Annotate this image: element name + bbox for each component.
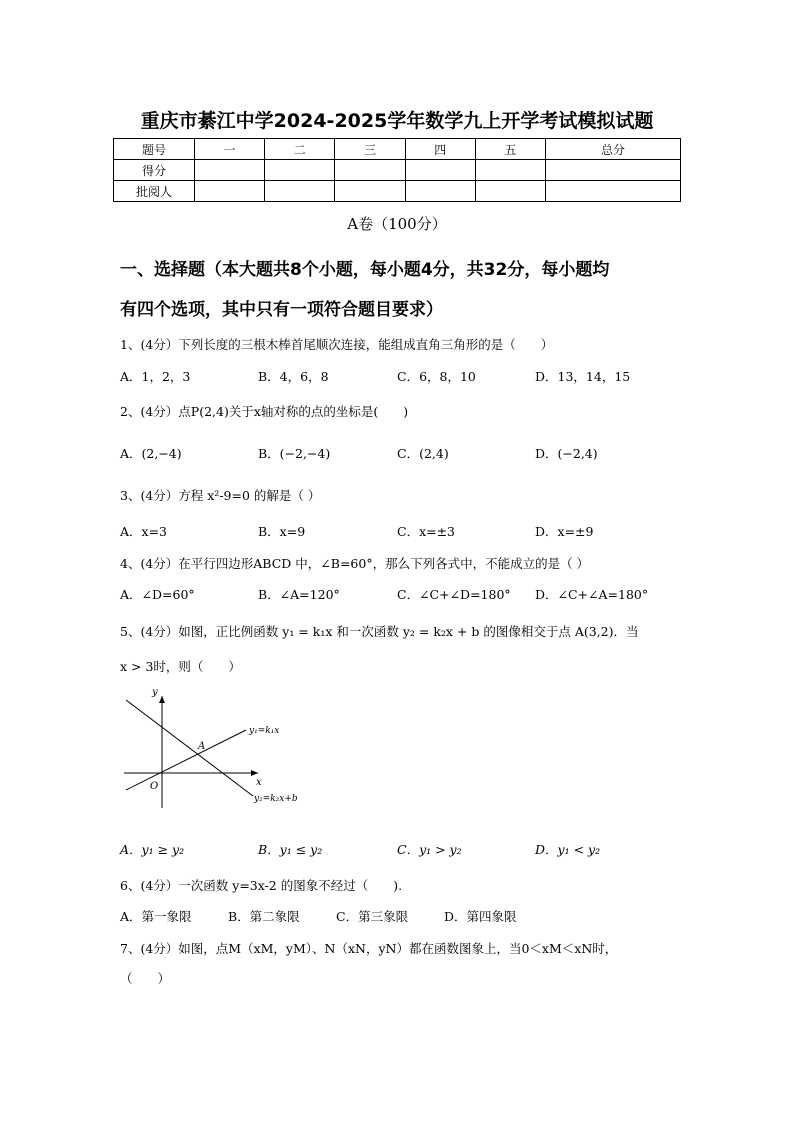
- line-y2-label: y₂=k₂x+b: [254, 794, 298, 804]
- option-c: C．(2,4): [397, 446, 449, 461]
- option-a: A．第一象限: [120, 909, 192, 924]
- row-label: 得分: [114, 160, 195, 181]
- point-a-label: A: [198, 741, 206, 752]
- question-6-stem: 6、(4分）一次函数 y=3x-2 的图象不经过（ ).: [120, 878, 403, 893]
- option-c: C．∠C+∠D=180°: [397, 587, 511, 602]
- question-4-stem: 4、(4分）在平行四边形ABCD 中，∠B=60°，那么下列各式中，不能成立的是（ ）: [120, 556, 590, 571]
- score-cell: [195, 160, 265, 181]
- exam-title: 重庆市綦江中学2024-2025学年数学九上开学考试模拟试题: [140, 110, 654, 132]
- origin-label: O: [150, 781, 159, 792]
- section-subtitle: A卷（100分）: [347, 215, 447, 233]
- question-7-stem: 7、(4分）如图，点M（xM，yM）、N（xN，yN）都在函数图象上，当0＜xM＜xN时，: [120, 941, 618, 956]
- option-d: D．(−2,4): [535, 446, 598, 461]
- option-a: A．x=3: [120, 524, 168, 539]
- question-1-stem: 1、(4分）下列长度的三根木棒首尾顺次连接，能组成直角三角形的是（ ）: [120, 337, 554, 352]
- option-c: C．x=±3: [397, 524, 456, 539]
- grader-cell: [405, 181, 475, 202]
- option-a: A．y₁ ≥ y₂: [120, 842, 185, 857]
- section-heading-line1: 一、选择题（本大题共8个小题，每小题4分，共32分，每小题均: [120, 260, 610, 280]
- question-2-stem: 2、(4分）点P(2,4)关于x轴对称的点的坐标是( ): [120, 404, 409, 419]
- line-y1-label: y₁=k₁x: [249, 726, 280, 736]
- x-axis-arrow-icon: [251, 770, 258, 776]
- grader-cell: [335, 181, 405, 202]
- question-7-stem-line2: （ ）: [120, 971, 171, 986]
- option-b: B．第二象限: [228, 909, 300, 924]
- grader-row: [114, 181, 681, 202]
- header-cell: 二: [265, 139, 335, 160]
- x-axis-label: x: [256, 777, 262, 788]
- line-y2: [126, 700, 253, 796]
- question-3-stem: 3、(4分）方程 x²-9=0 的解是（ ）: [120, 488, 321, 503]
- score-table: [113, 138, 681, 202]
- option-d: D．13，14，15: [535, 369, 631, 384]
- option-a: A．∠D=60°: [120, 587, 195, 602]
- option-d: D．y₁ < y₂: [535, 842, 601, 857]
- option-a: A．1，2，3: [120, 369, 191, 384]
- grader-cell: [475, 181, 545, 202]
- option-b: B．y₁ ≤ y₂: [258, 842, 323, 857]
- option-c: C．y₁ > y₂: [397, 842, 462, 857]
- option-b: B．∠A=120°: [258, 587, 340, 602]
- question-5-stem: 5、(4分）如图，正比例函数 y₁ = k₁x 和一次函数 y₂ = k₂x + b 的图像相交于点 A(3,2)．当: [120, 624, 639, 639]
- grader-cell: [265, 181, 335, 202]
- y-axis-label: y: [152, 687, 158, 698]
- header-cell: 题号: [114, 139, 195, 160]
- line-y1: [126, 730, 246, 790]
- row-label: 批阅人: [114, 181, 195, 202]
- header-cell: 一: [195, 139, 265, 160]
- option-c: C．第三象限: [336, 909, 409, 924]
- header-cell: 五: [475, 139, 545, 160]
- option-b: B．x=9: [258, 524, 306, 539]
- section-heading-line2: 有四个选项，其中只有一项符合题目要求）: [120, 300, 443, 320]
- grader-cell: [195, 181, 265, 202]
- score-cell: [405, 160, 475, 181]
- function-graph: [118, 686, 308, 812]
- option-d: D．∠C+∠A=180°: [535, 587, 649, 602]
- y-axis-arrow-icon: [159, 696, 165, 703]
- score-cell: [475, 160, 545, 181]
- score-table-header-row: [114, 139, 681, 160]
- question-5-stem-line2: x > 3时，则（ ）: [120, 659, 241, 674]
- option-b: B．4，6，8: [258, 369, 329, 384]
- header-cell: 四: [405, 139, 475, 160]
- score-cell: [265, 160, 335, 181]
- option-d: D．x=±9: [535, 524, 594, 539]
- option-b: B．(−2,−4): [258, 446, 331, 461]
- grader-cell: [546, 181, 681, 202]
- option-c: C．6，8，10: [397, 369, 476, 384]
- option-d: D．第四象限: [444, 909, 517, 924]
- option-a: A．(2,−4): [120, 446, 182, 461]
- score-row: [114, 160, 681, 181]
- header-cell: 三: [335, 139, 405, 160]
- score-cell: [335, 160, 405, 181]
- header-cell: 总分: [546, 139, 681, 160]
- score-cell: [546, 160, 681, 181]
